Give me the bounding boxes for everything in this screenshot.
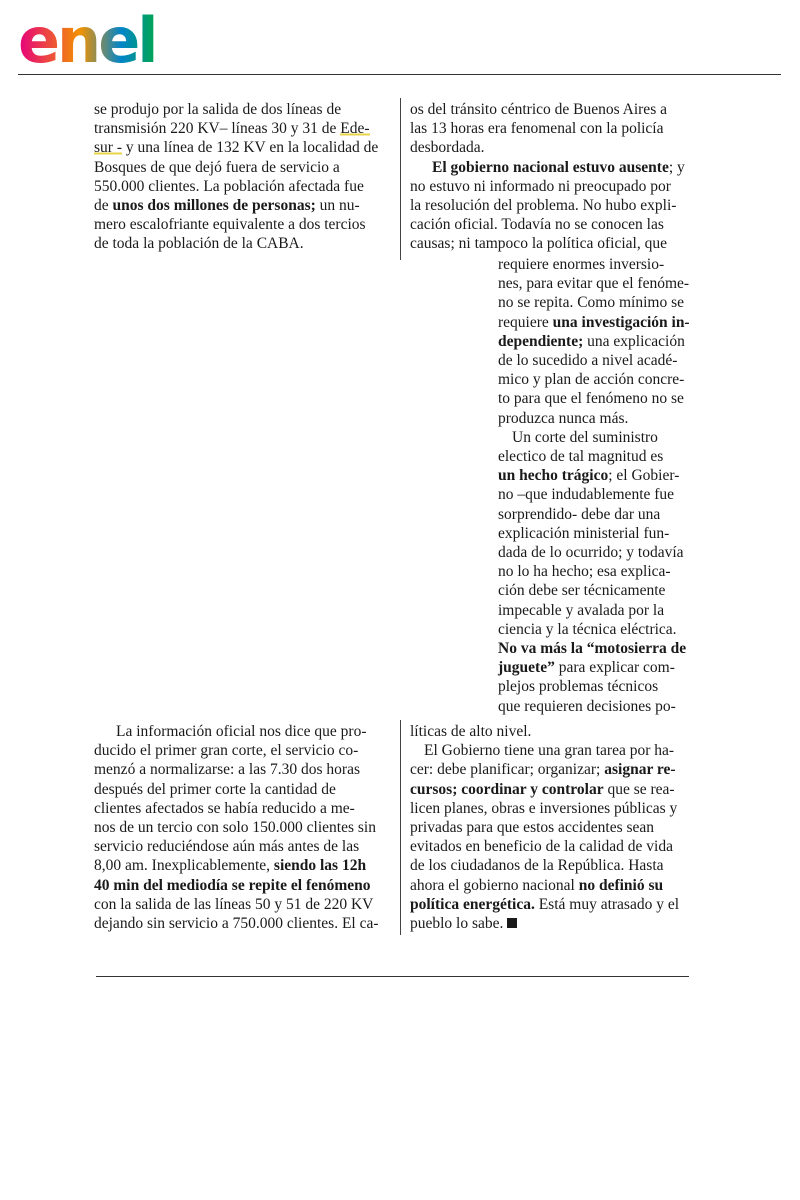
text-line: cer: debe planificar; organizar; asignar re-	[410, 761, 676, 779]
text-line: sur - y una línea de 132 KV en la localidad de	[94, 139, 379, 157]
article-col2-narrow	[498, 255, 698, 716]
text-line: evitados en beneficio de la calidad de vida	[410, 838, 673, 856]
text-line: Un corte del suministro	[512, 428, 658, 446]
logo-wordmark: enel	[18, 8, 156, 72]
text-line: con la salida de las líneas 50 y 51 de 220 KV	[94, 895, 374, 913]
text-line: electico de tal magnitud es	[498, 448, 664, 466]
text-line: cación oficial. Todavía no se conocen las	[410, 216, 664, 234]
text-line: servicio reduciéndose aún más antes de las	[94, 838, 360, 856]
text-line: de unos dos millones de personas; un nu-	[94, 197, 360, 215]
text-line: mico y plan de acción concre-	[498, 371, 685, 389]
article-col2-top	[410, 100, 700, 254]
text-line: requiere una investigación in-	[498, 313, 690, 331]
column-divider-bottom	[400, 720, 401, 935]
text-line: El gobierno nacional estuvo ausente; y	[432, 158, 685, 176]
text-line: nes, para evitar que el fenóme-	[498, 275, 690, 293]
text-line: ciencia y la técnica eléctrica.	[498, 620, 677, 638]
text-line: la resolución del problema. No hubo expli-	[410, 197, 677, 215]
article-col2-bottom	[410, 722, 700, 933]
text-line: dada de lo ocurrido; y todavía	[498, 544, 684, 562]
text-line: requiere enormes inversio-	[498, 256, 665, 273]
text-line: no se repita. Como mínimo se	[498, 294, 684, 312]
text-line: las 13 horas era fenomenal con la policía	[410, 120, 664, 138]
end-of-article-mark	[507, 918, 517, 928]
text-line: dependiente; una explicación	[498, 332, 685, 350]
text-line: que requieren decisiones po-	[498, 697, 676, 715]
article-col1-bottom	[94, 722, 389, 933]
text-line: ducido el primer gran corte, el servicio co-	[94, 742, 359, 760]
text-line: impecable y avalada por la	[498, 601, 665, 619]
text-line: después del primer corte la cantidad de	[94, 780, 336, 798]
text-line: de lo sucedido a nivel acadé-	[498, 352, 678, 370]
text-line: líticas de alto nivel.	[410, 723, 532, 740]
text-line: no estuvo ni informado ni preocupado por	[410, 177, 671, 195]
text-line: transmisión 220 KV– líneas 30 y 31 de Ede-	[94, 120, 370, 138]
text-line: menzó a normalizarse: a las 7.30 dos horas	[94, 761, 360, 779]
text-line: nos de un tercio con solo 150.000 clientes sin	[94, 819, 376, 837]
text-line: juguete” para explicar com-	[498, 659, 675, 677]
text-line: mero escalofriante equivalente a dos tercios	[94, 216, 366, 234]
text-line: clientes afectados se había reducido a me-	[94, 799, 355, 817]
text-line: La información oficial nos dice que pro-	[116, 723, 367, 740]
text-line: de los ciudadanos de la República. Hasta	[410, 857, 664, 875]
text-line: causas; ni tampoco la política oficial, que	[410, 235, 667, 253]
text-line: un hecho trágico; el Gobier-	[498, 467, 680, 485]
text-line: 550.000 clientes. La población afectada fue	[94, 177, 364, 195]
text-line: explicación ministerial fun-	[498, 524, 670, 542]
text-line: Bosques de que dejó fuera de servicio a	[94, 158, 340, 176]
text-line: dejando sin servicio a 750.000 clientes. El ca-	[94, 915, 379, 933]
text-line: privadas para que estos accidentes sean	[410, 819, 655, 837]
text-line: ción debe ser técnicamente	[498, 582, 666, 600]
enel-logo	[18, 8, 178, 72]
text-line: no –que indudablemente fue	[498, 486, 675, 504]
column-divider-top	[400, 98, 401, 260]
text-line: no lo ha hecho; esa explica-	[498, 563, 671, 581]
text-line: os del tránsito céntrico de Buenos Aires a	[410, 101, 667, 118]
text-line: produzca nunca más.	[498, 409, 629, 427]
text-line: desbordada.	[410, 139, 485, 157]
text-line: 8,00 am. Inexplicablemente, siendo las 12h	[94, 857, 367, 875]
text-line: cursos; coordinar y controlar que se rea-	[410, 780, 675, 798]
text-line: 40 min del mediodía se repite el fenómeno	[94, 876, 371, 894]
text-line: No va más la “motosierra de	[498, 640, 687, 658]
text-line: ahora el gobierno nacional no definió su	[410, 876, 664, 894]
text-line: pueblo lo sabe.	[410, 914, 700, 933]
text-line: sorprendido- debe dar una	[498, 505, 661, 523]
text-line: se produjo por la salida de dos líneas de	[94, 101, 342, 118]
text-line: política energética. Está muy atrasado y el	[410, 895, 680, 913]
text-line: licen planes, obras e inversiones públicas y	[410, 799, 678, 817]
header-rule	[18, 74, 781, 75]
text-line: El Gobierno tiene una gran tarea por ha-	[424, 742, 675, 760]
article-col1-top	[94, 100, 389, 254]
footer-rule	[96, 976, 689, 977]
text-line: to para que el fenómeno no se	[498, 390, 684, 408]
text-line: plejos problemas técnicos	[498, 678, 659, 696]
text-line: de toda la población de la CABA.	[94, 235, 304, 253]
